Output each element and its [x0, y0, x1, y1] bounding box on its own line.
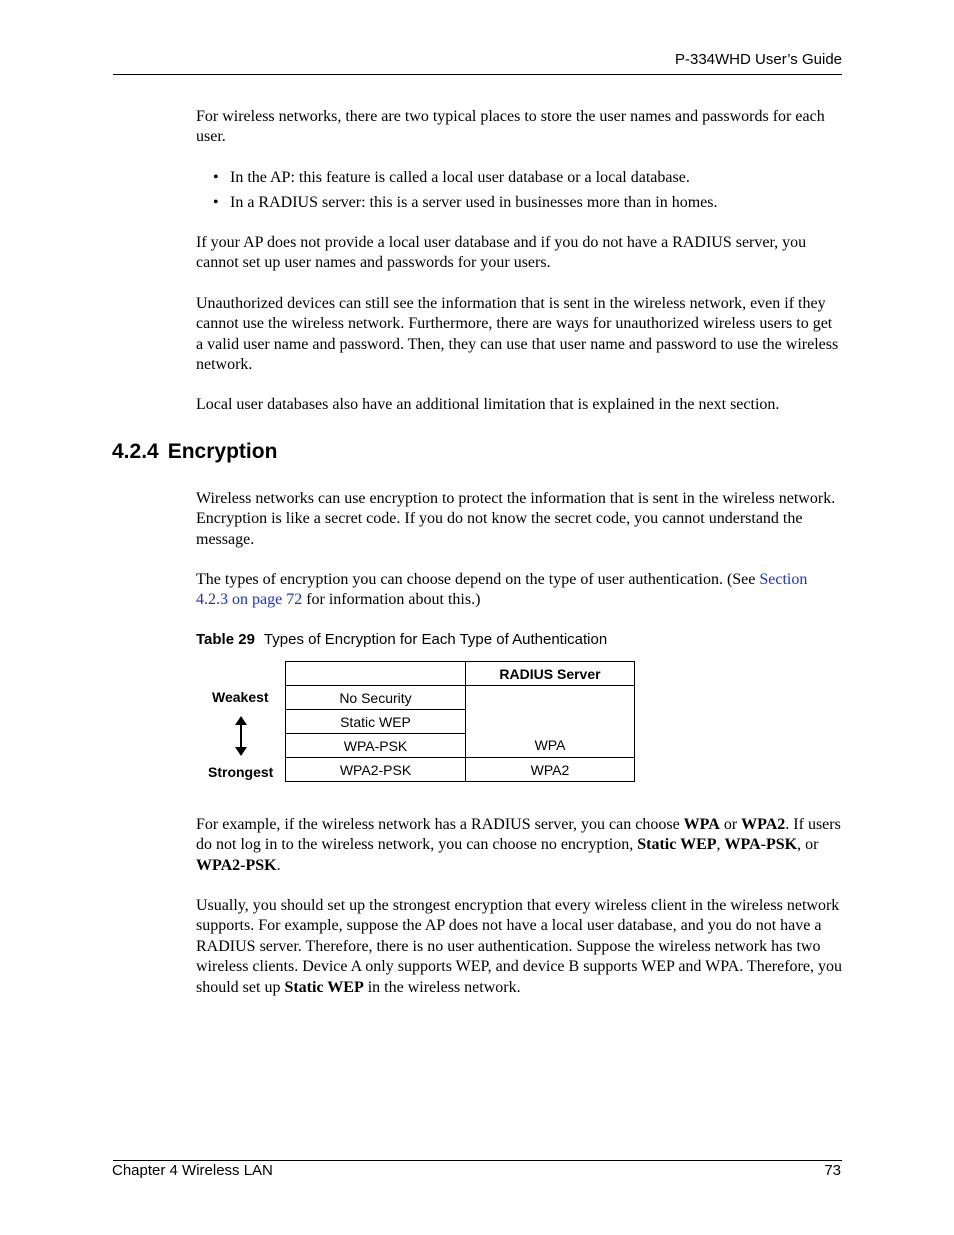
- bold-term: Static WEP: [637, 836, 717, 854]
- limitation-paragraph: Local user databases also have an additional limitation that is explained in the next section.: [196, 396, 780, 413]
- text: in the wireless network.: [363, 978, 521, 996]
- bullet-icon: •: [213, 194, 219, 211]
- text: or: [719, 816, 742, 833]
- table-cell-merged: WPA: [466, 686, 635, 758]
- table-row: [286, 758, 635, 782]
- text: , or: [797, 836, 819, 854]
- intro-paragraph: For wireless networks, there are two typical places to store the user names and passwords for each user.: [196, 108, 825, 146]
- section-title: Encryption: [167, 440, 278, 463]
- table-header-cell: [286, 662, 466, 686]
- table-label: Table 29: [196, 631, 255, 648]
- table-header-cell: RADIUS Server: [466, 662, 635, 686]
- bold-term: Static WEP: [284, 978, 364, 996]
- types-paragraph: [196, 570, 842, 611]
- table-cell: WPA2-PSK: [286, 758, 466, 782]
- example-paragraph: [196, 815, 842, 876]
- text: .: [276, 856, 281, 874]
- types-text-end: for information about this.): [302, 591, 481, 609]
- section-number: 4.2.4: [112, 440, 159, 463]
- encryption-paragraph: Wireless networks can use encryption to protect the information that is sent in the wireless network. Encryption is like a secret code. If you do not know the secret code, you cannot understand the message.: [196, 490, 836, 548]
- text: For example, if the wireless network has a RADIUS server, you can choose: [196, 816, 684, 833]
- bullet-item: [213, 193, 717, 213]
- bullet-item: [213, 168, 690, 188]
- footer-divider: [113, 1160, 842, 1161]
- usually-paragraph: [196, 896, 842, 998]
- strongest-label: Strongest: [208, 764, 274, 780]
- types-text: The types of encryption you can choose depend on the type of user authentication. (See: [196, 571, 760, 588]
- table-row: [286, 686, 635, 710]
- section-heading: [112, 440, 277, 464]
- table-cell: Static WEP: [286, 710, 466, 734]
- table-cell: No Security: [286, 686, 466, 710]
- bold-term: WPA2: [741, 816, 786, 833]
- table-caption-text: Types of Encryption for Each Type of Authentication: [263, 631, 608, 648]
- text: ,: [716, 836, 725, 854]
- radius-paragraph: If your AP does not provide a local user database and if you do not have a RADIUS server, you cannot set up user names and passwords for your users.: [196, 234, 807, 272]
- bullet-icon: •: [213, 169, 219, 186]
- page-number: 73: [824, 1162, 841, 1179]
- text: Usually, you should set up the strongest encryption that every wireless client in the wireless network supports. For example, suppose the AP does not have a local user database, and you do not have a RADIUS server. Therefore, there is no user authentication. Suppose the wireless network has two wireless clients. Device A only supports WEP, and device B supports WEP and WPA. Therefore, you should set up: [196, 897, 842, 996]
- table-caption: [196, 631, 607, 648]
- weakest-label: Weakest: [212, 689, 269, 705]
- table-cell: WPA-PSK: [286, 734, 466, 758]
- double-arrow-icon: [234, 716, 248, 756]
- encryption-table: [285, 661, 635, 782]
- bold-term: WPA2-PSK: [196, 856, 277, 874]
- bold-term: WPA: [683, 816, 720, 833]
- section-link[interactable]: Section 4.2.3 on page 72: [196, 571, 808, 609]
- bullet-text: In a RADIUS server: this is a server used in businesses more than in homes.: [230, 194, 718, 211]
- guide-title: P-334WHD User’s Guide: [675, 51, 842, 68]
- text: . If users do not log in to the wireless network, you can choose no encryption,: [196, 816, 841, 854]
- footer-chapter: Chapter 4 Wireless LAN: [112, 1162, 273, 1179]
- bold-term: WPA-PSK: [724, 836, 798, 854]
- bullet-text: In the AP: this feature is called a local user database or a local database.: [230, 169, 690, 186]
- table-cell: WPA2: [466, 758, 635, 782]
- header-divider: [113, 74, 842, 75]
- unauthorized-paragraph: Unauthorized devices can still see the information that is sent in the wireless network, even if they cannot use the wireless network. Furthermore, there are ways for unauthorized wireless users to get a valid user name and password. Then, they can use that user name and password to use the wireless network.: [196, 295, 839, 374]
- table-header-row: [286, 662, 635, 686]
